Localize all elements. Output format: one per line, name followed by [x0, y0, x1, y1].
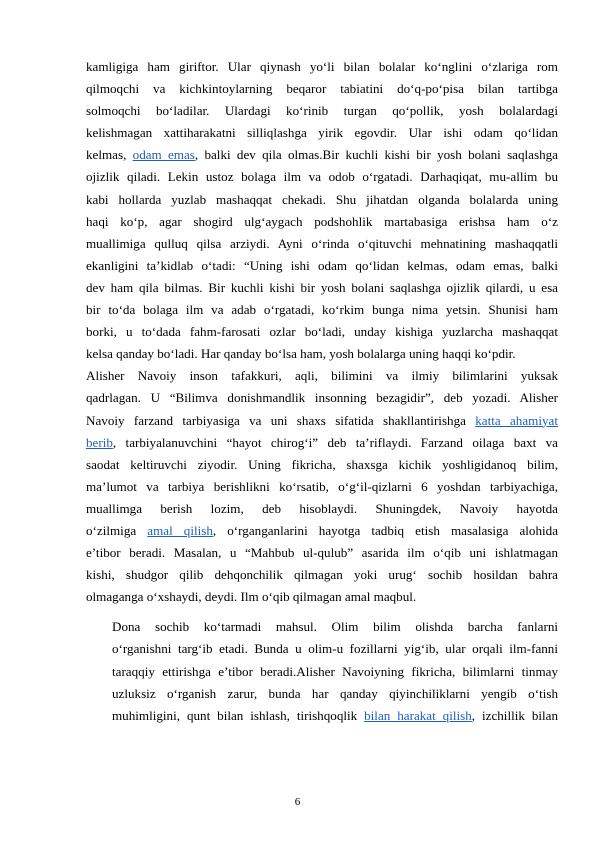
link-katta-ahamiyat[interactable]: katta ahamiyat: [475, 412, 558, 428]
text-line: dev ham qila bilmas. Bir kuchli kishi bir yosh bolani saqlashga ojizlik qilardi, u esa: [86, 279, 558, 295]
text-line: saodat keltiruvchi ziyodir. Uning fikricha, shaxsga kichik yoshligidanoq bilim,: [86, 456, 558, 472]
text-run: muhimligini, qunt bilan ishlash, tirishqoqlik: [112, 707, 365, 723]
text-line: [86, 410, 558, 432]
text-run: Navoiy farzand tarbiyasiga va uni shaxs sifatida shakllantirishga: [86, 412, 476, 428]
text-run: , o‘rganganlarini hayotga tadbiq etish masalasiga alohida: [212, 522, 559, 538]
link-bilan-harakat-qilish[interactable]: bilan harakat qilish: [364, 707, 472, 723]
text-line: bir to‘da bolaga ilm va adab o‘rgatadi, ko‘rkim bunga nima yetsin. Shunisi ham: [86, 302, 558, 318]
page-number: 6: [294, 796, 301, 808]
link-odam-emas[interactable]: odam emas: [132, 147, 195, 163]
text-line: ojizlik qiladi. Lekin ustoz bolaga ilm va odob o‘rgatadi. Darhaqiqat, mu-allim bu: [86, 169, 558, 185]
paragraph-3: [86, 616, 558, 726]
text-run: o‘zilmiga: [86, 522, 148, 538]
text-line: [86, 144, 558, 166]
text-line: e’tibor beradi. Masalan, u “Mahbub ul-qulub” asarida ilm o‘qib uni ishlatmagan: [86, 545, 558, 561]
text-line: kishi, shudgor qilib dehqonchilik qilmagan yoki urug‘ sochib hosildan bahra: [86, 567, 558, 583]
text-line: Alisher Navoiy inson tafakkuri, aqli, bilimini va ilmiy bilimlarini yuksak: [86, 368, 558, 384]
text-line: haqi ko‘p, agar shogird ulg‘aygach podshohlik martabasiga erishsa ham o‘z: [86, 213, 558, 229]
document-page: [86, 56, 558, 727]
text-line: [86, 520, 558, 542]
text-line: olmaganga o‘xshaydi, deydi. Ilm o‘qib qilmagan amal maqbul.: [86, 589, 417, 605]
text-line: qadrlagan. U “Bilimva donishmandlik insonning bezagidir”, deb yozadi. Alisher: [86, 390, 558, 406]
text-line: borki, u to‘dada fahm-farosati ozlar bo‘ladi, unday kishiga yuzlarcha mashaqqat: [86, 324, 558, 340]
text-line: [86, 432, 558, 454]
text-run: , izchillik bilan: [471, 707, 559, 723]
text-line: qilmoqchi va kichkintoylarning beqaror tabiatini do‘q-po‘pisa bilan tartibga: [86, 81, 558, 97]
text-line: ekanligini ta’kidlab o‘tadi: “Uning ishi odam qo‘lidan kelmas, odam emas, balki: [86, 257, 558, 273]
text-run: kelmas,: [86, 147, 133, 163]
text-line: kamligiga ham giriftor. Ular qiynash yo‘li bilan bolalar ko‘nglini o‘zlariga rom: [86, 59, 558, 74]
paragraph-2: [86, 365, 558, 608]
text-run: , balki dev qila olmas.Bir kuchli kishi bir yosh bolani saqlashga: [194, 147, 558, 163]
text-line: muallimiga qulluq qilsa arziydi. Ayni o‘rinda o‘qituvchi mehnatining mashaqqatli: [86, 235, 558, 251]
text-run: , tarbiyalanuvchini “hayot chirog‘i” deb ta’riflaydi. Farzand oilaga baxt va: [112, 434, 558, 450]
text-line: o‘rganishni targ‘ib etadi. Bunda u olim-u fozillarni yig‘ib, ular orqali ilm-fanni: [112, 641, 558, 657]
text-line: kelsa qanday bo‘ladi. Har qanday bo‘lsa ham, yosh bolalarga uning haqqi ko‘pdir.: [86, 346, 516, 362]
text-line: kabi hollarda yuzlab mashaqqat chekadi. Shu jihatdan olganda bolalarda uning: [86, 191, 558, 207]
text-line: Dona sochib ko‘tarmadi mahsul. Olim bilim olishda barcha fanlarni: [112, 619, 558, 635]
text-line: taraqqiy ettirishga e’tibor beradi.Alisher Navoiyning fikricha, bilimlarni tinmay: [112, 663, 558, 679]
text-line: kelishmagan xattiharakatni silliqlashga yirik egovdir. Ular ishi odam qo‘lidan: [86, 125, 558, 141]
paragraph-1: [86, 56, 558, 365]
text-line: ma’lumot va tarbiya berishlikni ko‘rsatib, o‘g‘il-qizlarni 6 yoshdan tarbiyachiga,: [86, 478, 558, 494]
text-line: solmoqchi bo‘ladilar. Ulardagi ko‘rinib turgan qo‘pollik, yosh bolalardagi: [86, 103, 558, 119]
link-amal-qilish[interactable]: amal qilish: [147, 522, 213, 538]
text-line: muallimga berish lozim, deb hisoblaydi. Shuningdek, Navoiy hayotda: [86, 500, 558, 516]
link-berib[interactable]: berib: [86, 434, 113, 450]
text-line: [86, 705, 558, 727]
text-line: uzluksiz o‘rganish zarur, bunda har qanday qiyinchiliklarni yengib o‘tish: [112, 685, 558, 701]
